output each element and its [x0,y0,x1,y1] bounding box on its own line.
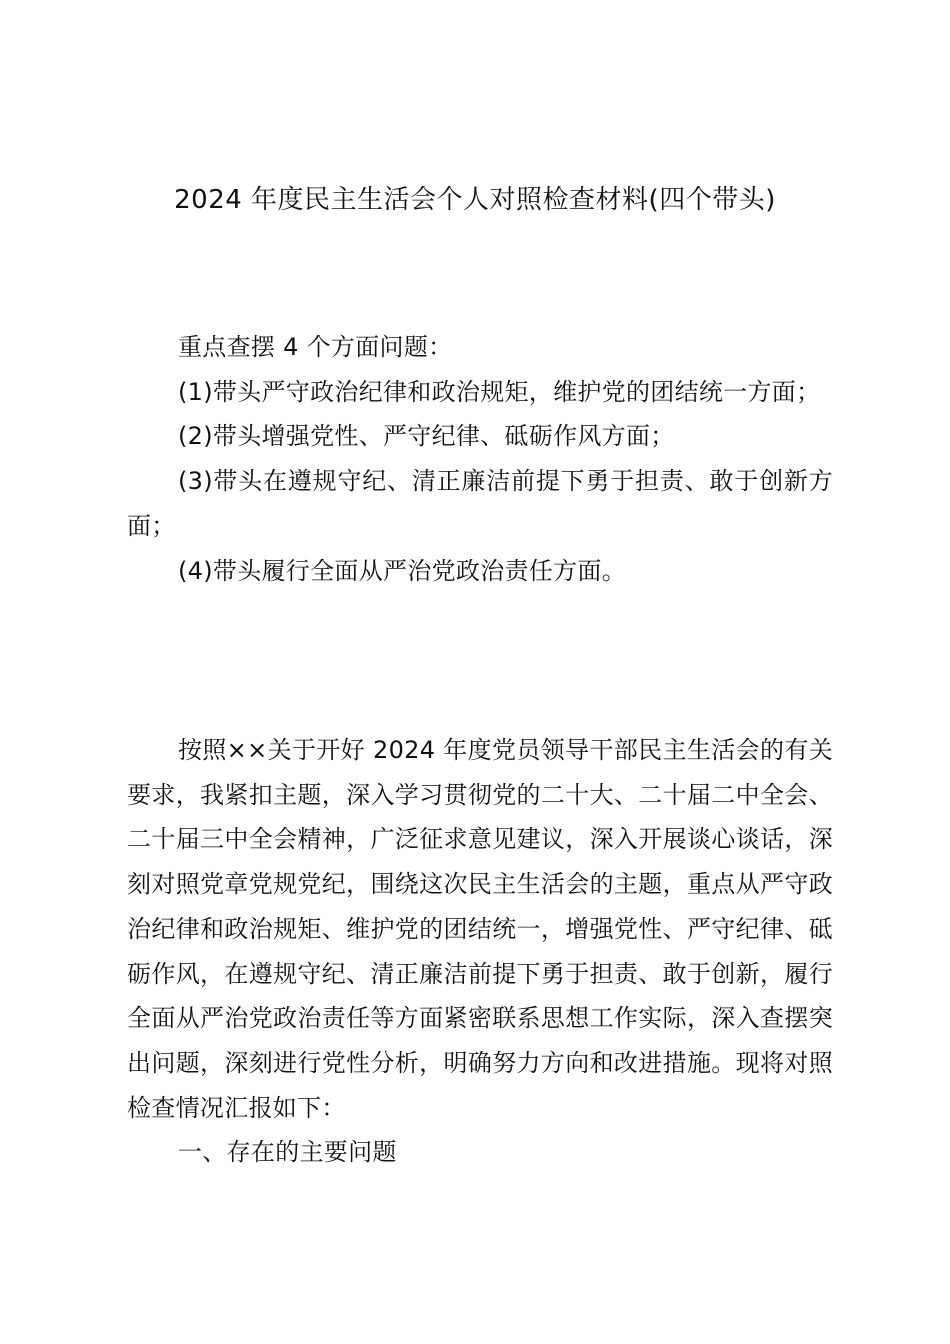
main-paragraph: 按照××关于开好 2024 年度党员领导干部民主生活会的有关要求，我紧扣主题，深入学习贯彻党的二十大、二十届二中全会、二十届三中全会精神，广泛征求意见建议，深入开展谈心谈话，深刻对照党章党规党纪，围绕这次民主生活会的主题，重点从严守政治纪律和政治规矩、维护党的团结统一，增强党性、严守纪律、砥砺作风，在遵规守纪、清正廉洁前提下勇于担责、敢于创新，履行全面从严治党政治责任等方面紧密联系思想工作实际，深入查摆突出问题，深刻进行党性分析，明确努力方向和改进措施。现将对照检查情况汇报如下： [127,736,833,1122]
focus-item-4: (4)带头履行全面从严治党政治责任方面。 [178,556,626,585]
main-content-block [127,728,833,1175]
section-heading: 一、存在的主要问题 [178,1138,397,1167]
focus-intro: 重点查摆 4 个方面问题： [178,333,453,361]
focus-issues-block [127,325,833,593]
focus-item-1: (1)带头严守政治纪律和政治规矩，维护党的团结统一方面； [178,377,821,406]
focus-item-3: (3)带头在遵规守纪、清正廉洁前提下勇于担责、敢于创新方面； [127,467,833,540]
document-title: 2024 年度民主生活会个人对照检查材料(四个带头) [174,185,776,215]
focus-item-2: (2)带头增强党性、严守纪律、砥砺作风方面； [178,422,675,451]
